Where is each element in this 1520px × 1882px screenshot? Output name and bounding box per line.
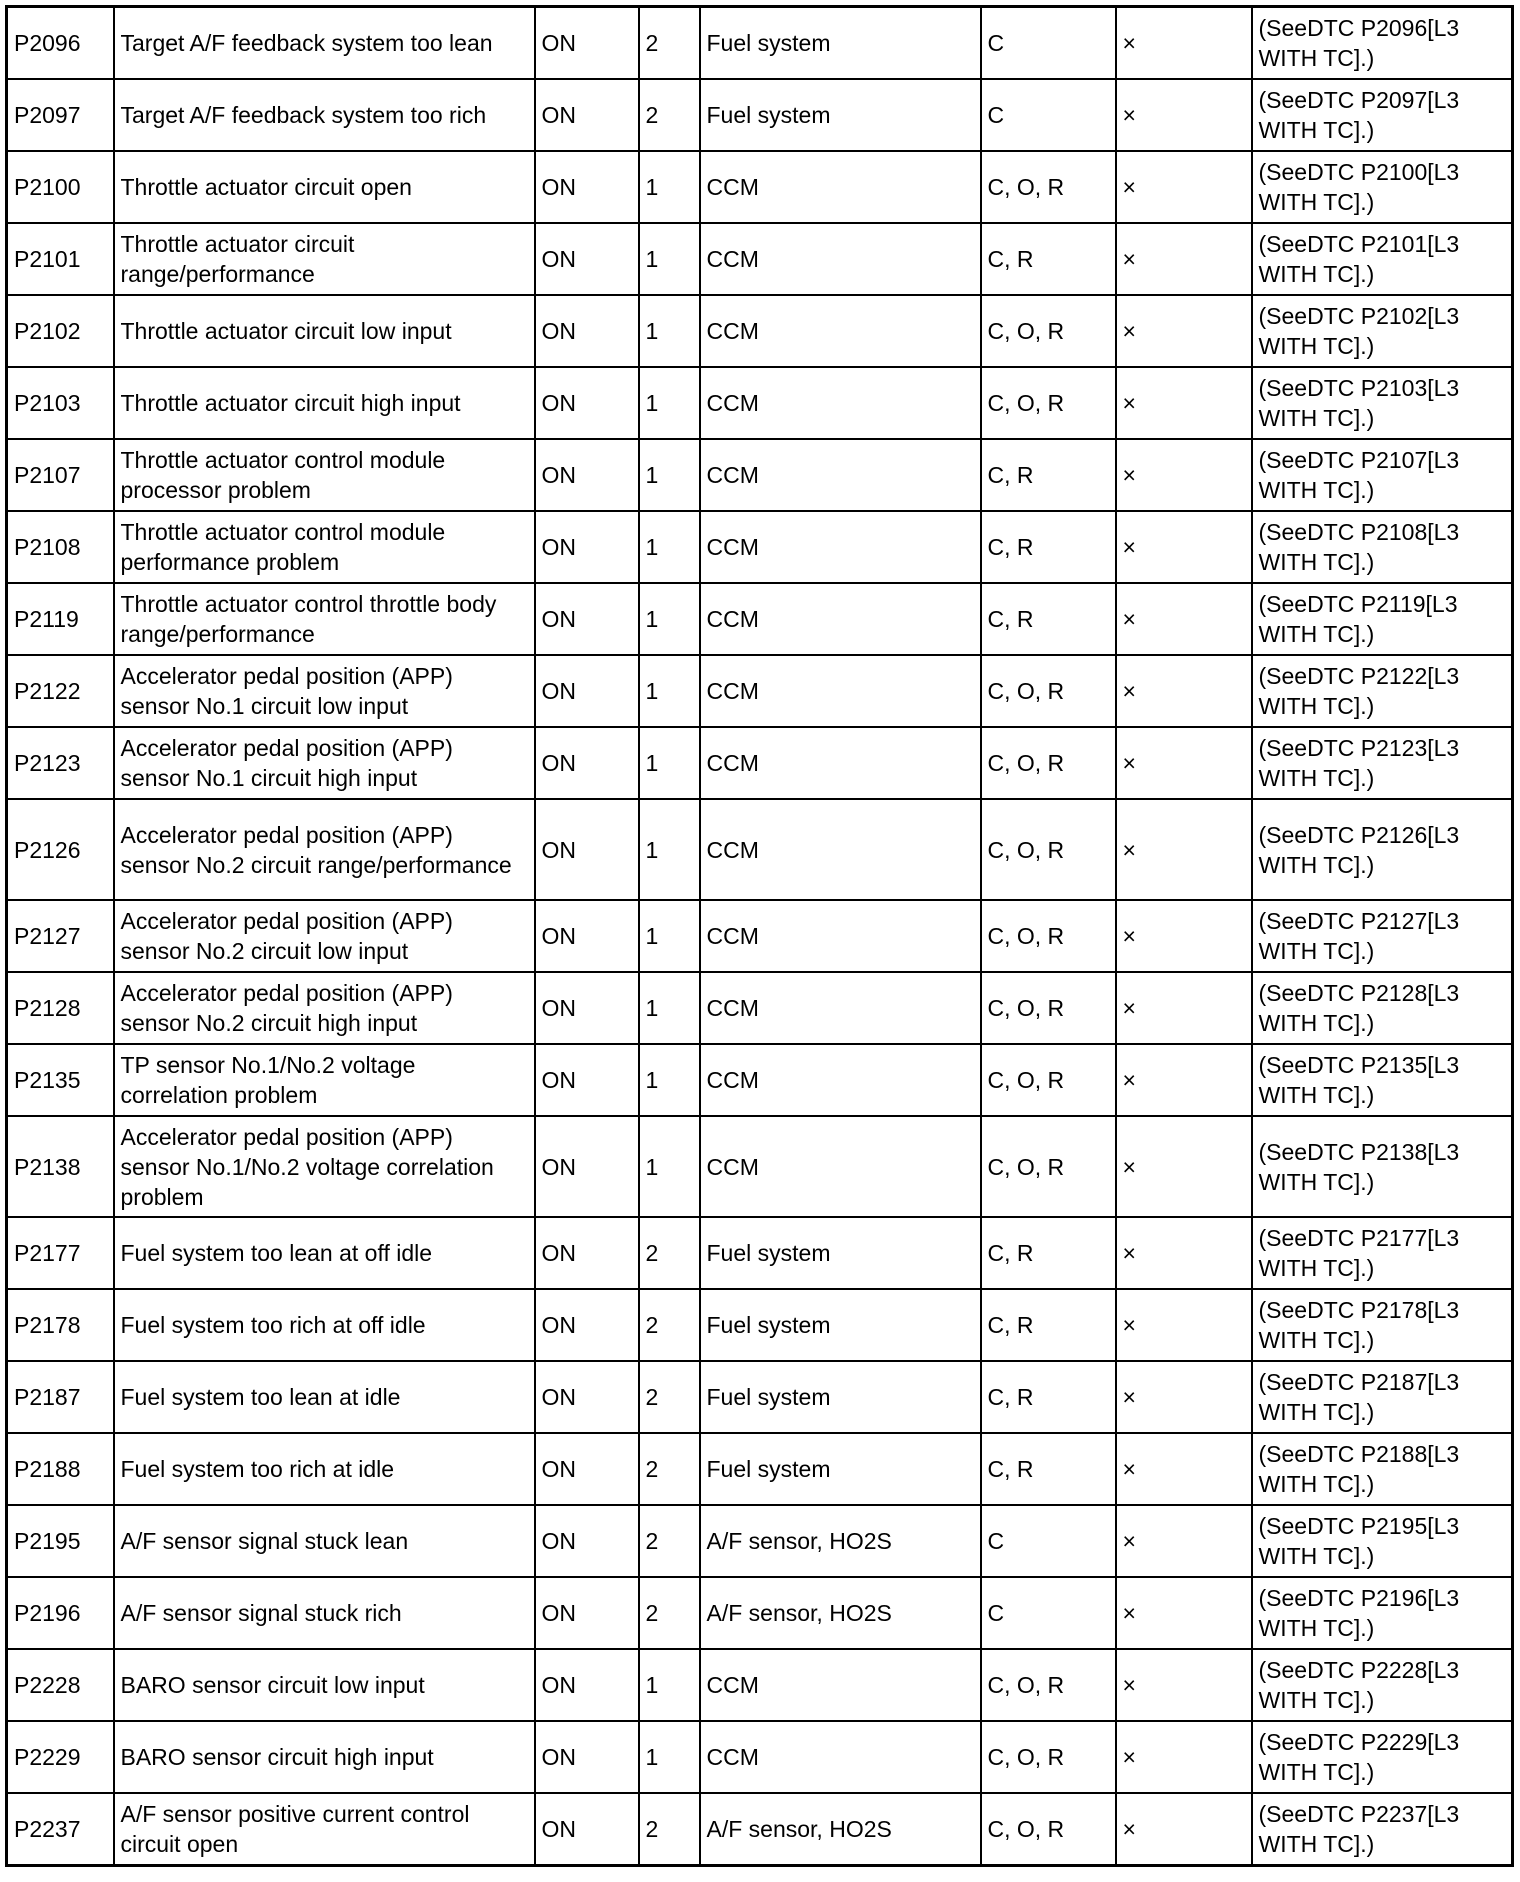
- reference-link-cell[interactable]: (SeeDTC P2119[L3 WITH TC].): [1252, 583, 1513, 655]
- drive-cycle-cell: 1: [639, 511, 700, 583]
- dtc-description-cell: Throttle actuator circuit high input: [114, 367, 535, 439]
- dtc-type-cell: C, R: [981, 1361, 1116, 1433]
- dtc-type-cell: C, R: [981, 1289, 1116, 1361]
- table-row: [7, 511, 1513, 583]
- reference-link-cell[interactable]: (SeeDTC P2100[L3 WITH TC].): [1252, 151, 1513, 223]
- reference-link-cell[interactable]: (SeeDTC P2188[L3 WITH TC].): [1252, 1433, 1513, 1505]
- mil-cell: ON: [535, 223, 639, 295]
- memory-function-cell: ×: [1116, 1649, 1252, 1721]
- reference-link-cell[interactable]: (SeeDTC P2103[L3 WITH TC].): [1252, 367, 1513, 439]
- mil-cell: ON: [535, 799, 639, 900]
- table-row: [7, 367, 1513, 439]
- drive-cycle-cell: 2: [639, 1433, 700, 1505]
- monitor-item-cell: CCM: [700, 727, 981, 799]
- monitor-item-cell: Fuel system: [700, 1433, 981, 1505]
- table-row: [7, 1793, 1513, 1866]
- drive-cycle-cell: 1: [639, 972, 700, 1044]
- table-row: [7, 7, 1513, 80]
- reference-link-cell[interactable]: (SeeDTC P2126[L3 WITH TC].): [1252, 799, 1513, 900]
- mil-cell: ON: [535, 1217, 639, 1289]
- drive-cycle-cell: 1: [639, 655, 700, 727]
- dtc-description-cell: TP sensor No.1/No.2 voltage correlation problem: [114, 1044, 535, 1116]
- dtc-code-cell: P2101: [7, 223, 114, 295]
- drive-cycle-cell: 1: [639, 1044, 700, 1116]
- mil-cell: ON: [535, 900, 639, 972]
- table-row: [7, 655, 1513, 727]
- monitor-item-cell: CCM: [700, 900, 981, 972]
- memory-function-cell: ×: [1116, 1289, 1252, 1361]
- dtc-type-cell: C: [981, 79, 1116, 151]
- mil-cell: ON: [535, 972, 639, 1044]
- dtc-description-cell: Accelerator pedal position (APP) sensor No.1/No.2 voltage correlation problem: [114, 1116, 535, 1217]
- table-row: [7, 1505, 1513, 1577]
- dtc-description-cell: Target A/F feedback system too rich: [114, 79, 535, 151]
- dtc-type-cell: C, O, R: [981, 727, 1116, 799]
- dtc-description-cell: A/F sensor signal stuck lean: [114, 1505, 535, 1577]
- monitor-item-cell: CCM: [700, 1721, 981, 1793]
- table-row: [7, 151, 1513, 223]
- dtc-description-cell: BARO sensor circuit high input: [114, 1721, 535, 1793]
- mil-cell: ON: [535, 1361, 639, 1433]
- dtc-code-cell: P2188: [7, 1433, 114, 1505]
- reference-link-cell[interactable]: (SeeDTC P2123[L3 WITH TC].): [1252, 727, 1513, 799]
- memory-function-cell: ×: [1116, 1721, 1252, 1793]
- dtc-description-cell: Throttle actuator circuit range/performance: [114, 223, 535, 295]
- monitor-item-cell: Fuel system: [700, 79, 981, 151]
- reference-link-cell[interactable]: (SeeDTC P2127[L3 WITH TC].): [1252, 900, 1513, 972]
- reference-link-cell[interactable]: (SeeDTC P2122[L3 WITH TC].): [1252, 655, 1513, 727]
- dtc-description-cell: Throttle actuator control module performance problem: [114, 511, 535, 583]
- dtc-code-cell: P2178: [7, 1289, 114, 1361]
- table-row: [7, 1721, 1513, 1793]
- mil-cell: ON: [535, 655, 639, 727]
- dtc-code-cell: P2127: [7, 900, 114, 972]
- dtc-table-body: [7, 7, 1513, 1866]
- dtc-description-cell: Fuel system too lean at off idle: [114, 1217, 535, 1289]
- drive-cycle-cell: 1: [639, 1116, 700, 1217]
- dtc-code-cell: P2119: [7, 583, 114, 655]
- monitor-item-cell: Fuel system: [700, 1289, 981, 1361]
- dtc-code-cell: P2107: [7, 439, 114, 511]
- monitor-item-cell: A/F sensor, HO2S: [700, 1577, 981, 1649]
- reference-link-cell[interactable]: (SeeDTC P2102[L3 WITH TC].): [1252, 295, 1513, 367]
- dtc-description-cell: Target A/F feedback system too lean: [114, 7, 535, 80]
- mil-cell: ON: [535, 1044, 639, 1116]
- drive-cycle-cell: 2: [639, 79, 700, 151]
- memory-function-cell: ×: [1116, 367, 1252, 439]
- dtc-code-cell: P2122: [7, 655, 114, 727]
- reference-link-cell[interactable]: (SeeDTC P2135[L3 WITH TC].): [1252, 1044, 1513, 1116]
- drive-cycle-cell: 1: [639, 295, 700, 367]
- dtc-description-cell: Accelerator pedal position (APP) sensor No.2 circuit range/performance: [114, 799, 535, 900]
- mil-cell: ON: [535, 1433, 639, 1505]
- monitor-item-cell: CCM: [700, 799, 981, 900]
- memory-function-cell: ×: [1116, 655, 1252, 727]
- dtc-code-cell: P2229: [7, 1721, 114, 1793]
- memory-function-cell: ×: [1116, 1433, 1252, 1505]
- dtc-description-cell: Fuel system too rich at off idle: [114, 1289, 535, 1361]
- table-row: [7, 1361, 1513, 1433]
- reference-link-cell[interactable]: (SeeDTC P2128[L3 WITH TC].): [1252, 972, 1513, 1044]
- dtc-type-cell: C, O, R: [981, 1793, 1116, 1866]
- dtc-code-cell: P2128: [7, 972, 114, 1044]
- mil-cell: ON: [535, 79, 639, 151]
- memory-function-cell: ×: [1116, 972, 1252, 1044]
- drive-cycle-cell: 2: [639, 1577, 700, 1649]
- dtc-type-cell: C, O, R: [981, 1721, 1116, 1793]
- reference-link-cell[interactable]: (SeeDTC P2229[L3 WITH TC].): [1252, 1721, 1513, 1793]
- dtc-description-cell: Accelerator pedal position (APP) sensor No.1 circuit high input: [114, 727, 535, 799]
- dtc-description-cell: A/F sensor signal stuck rich: [114, 1577, 535, 1649]
- dtc-code-cell: P2126: [7, 799, 114, 900]
- monitor-item-cell: Fuel system: [700, 1361, 981, 1433]
- table-row: [7, 583, 1513, 655]
- mil-cell: ON: [535, 1577, 639, 1649]
- reference-link-cell[interactable]: (SeeDTC P2177[L3 WITH TC].): [1252, 1217, 1513, 1289]
- dtc-code-cell: P2187: [7, 1361, 114, 1433]
- drive-cycle-cell: 1: [639, 223, 700, 295]
- memory-function-cell: ×: [1116, 511, 1252, 583]
- memory-function-cell: ×: [1116, 1577, 1252, 1649]
- dtc-description-cell: Fuel system too rich at idle: [114, 1433, 535, 1505]
- table-row: [7, 1116, 1513, 1217]
- table-row: [7, 1044, 1513, 1116]
- dtc-type-cell: C, O, R: [981, 367, 1116, 439]
- memory-function-cell: ×: [1116, 900, 1252, 972]
- dtc-type-cell: C: [981, 1577, 1116, 1649]
- monitor-item-cell: CCM: [700, 1649, 981, 1721]
- reference-link-cell[interactable]: (SeeDTC P2108[L3 WITH TC].): [1252, 511, 1513, 583]
- memory-function-cell: ×: [1116, 151, 1252, 223]
- drive-cycle-cell: 1: [639, 799, 700, 900]
- reference-link-cell[interactable]: (SeeDTC P2237[L3 WITH TC].): [1252, 1793, 1513, 1866]
- dtc-code-cell: P2102: [7, 295, 114, 367]
- table-row: [7, 1217, 1513, 1289]
- table-row: [7, 223, 1513, 295]
- drive-cycle-cell: 2: [639, 1793, 700, 1866]
- table-row: [7, 727, 1513, 799]
- dtc-code-cell: P2195: [7, 1505, 114, 1577]
- dtc-code-cell: P2103: [7, 367, 114, 439]
- dtc-code-cell: P2196: [7, 1577, 114, 1649]
- dtc-type-cell: C, O, R: [981, 799, 1116, 900]
- mil-cell: ON: [535, 1649, 639, 1721]
- drive-cycle-cell: 1: [639, 1649, 700, 1721]
- drive-cycle-cell: 1: [639, 1721, 700, 1793]
- dtc-code-cell: P2138: [7, 1116, 114, 1217]
- dtc-description-cell: Accelerator pedal position (APP) sensor No.2 circuit high input: [114, 972, 535, 1044]
- monitor-item-cell: CCM: [700, 1044, 981, 1116]
- monitor-item-cell: CCM: [700, 295, 981, 367]
- dtc-type-cell: C: [981, 1505, 1116, 1577]
- reference-link-cell[interactable]: (SeeDTC P2138[L3 WITH TC].): [1252, 1116, 1513, 1217]
- reference-link-cell[interactable]: (SeeDTC P2096[L3 WITH TC].): [1252, 7, 1513, 80]
- drive-cycle-cell: 1: [639, 367, 700, 439]
- reference-link-cell[interactable]: (SeeDTC P2195[L3 WITH TC].): [1252, 1505, 1513, 1577]
- monitor-item-cell: CCM: [700, 1116, 981, 1217]
- dtc-code-cell: P2097: [7, 79, 114, 151]
- dtc-type-cell: C, R: [981, 1433, 1116, 1505]
- reference-link-cell[interactable]: (SeeDTC P2097[L3 WITH TC].): [1252, 79, 1513, 151]
- monitor-item-cell: CCM: [700, 655, 981, 727]
- table-row: [7, 799, 1513, 900]
- mil-cell: ON: [535, 151, 639, 223]
- memory-function-cell: ×: [1116, 1793, 1252, 1866]
- dtc-type-cell: C, R: [981, 223, 1116, 295]
- monitor-item-cell: CCM: [700, 223, 981, 295]
- table-row: [7, 1289, 1513, 1361]
- monitor-item-cell: A/F sensor, HO2S: [700, 1793, 981, 1866]
- mil-cell: ON: [535, 7, 639, 80]
- table-row: [7, 295, 1513, 367]
- drive-cycle-cell: 2: [639, 1289, 700, 1361]
- memory-function-cell: ×: [1116, 799, 1252, 900]
- memory-function-cell: ×: [1116, 223, 1252, 295]
- memory-function-cell: ×: [1116, 7, 1252, 80]
- dtc-type-cell: C, R: [981, 439, 1116, 511]
- dtc-code-cell: P2228: [7, 1649, 114, 1721]
- dtc-description-cell: Throttle actuator control throttle body range/performance: [114, 583, 535, 655]
- drive-cycle-cell: 2: [639, 7, 700, 80]
- dtc-description-cell: BARO sensor circuit low input: [114, 1649, 535, 1721]
- table-row: [7, 1433, 1513, 1505]
- dtc-description-cell: Fuel system too lean at idle: [114, 1361, 535, 1433]
- reference-link-cell[interactable]: (SeeDTC P2228[L3 WITH TC].): [1252, 1649, 1513, 1721]
- monitor-item-cell: CCM: [700, 972, 981, 1044]
- monitor-item-cell: Fuel system: [700, 1217, 981, 1289]
- table-row: [7, 439, 1513, 511]
- monitor-item-cell: CCM: [700, 367, 981, 439]
- monitor-item-cell: CCM: [700, 583, 981, 655]
- memory-function-cell: ×: [1116, 1217, 1252, 1289]
- reference-link-cell[interactable]: (SeeDTC P2196[L3 WITH TC].): [1252, 1577, 1513, 1649]
- dtc-code-cell: P2237: [7, 1793, 114, 1866]
- memory-function-cell: ×: [1116, 583, 1252, 655]
- mil-cell: ON: [535, 511, 639, 583]
- dtc-type-cell: C, O, R: [981, 295, 1116, 367]
- table-row: [7, 972, 1513, 1044]
- drive-cycle-cell: 1: [639, 900, 700, 972]
- drive-cycle-cell: 2: [639, 1505, 700, 1577]
- dtc-type-cell: C, O, R: [981, 972, 1116, 1044]
- dtc-description-cell: Accelerator pedal position (APP) sensor No.2 circuit low input: [114, 900, 535, 972]
- dtc-code-cell: P2135: [7, 1044, 114, 1116]
- mil-cell: ON: [535, 1505, 639, 1577]
- dtc-description-cell: Accelerator pedal position (APP) sensor No.1 circuit low input: [114, 655, 535, 727]
- dtc-type-cell: C, O, R: [981, 655, 1116, 727]
- dtc-code-cell: P2177: [7, 1217, 114, 1289]
- monitor-item-cell: Fuel system: [700, 7, 981, 80]
- memory-function-cell: ×: [1116, 1505, 1252, 1577]
- memory-function-cell: ×: [1116, 79, 1252, 151]
- mil-cell: ON: [535, 1793, 639, 1866]
- drive-cycle-cell: 2: [639, 1361, 700, 1433]
- reference-link-cell[interactable]: (SeeDTC P2107[L3 WITH TC].): [1252, 439, 1513, 511]
- reference-link-cell[interactable]: (SeeDTC P2101[L3 WITH TC].): [1252, 223, 1513, 295]
- table-row: [7, 1577, 1513, 1649]
- mil-cell: ON: [535, 367, 639, 439]
- drive-cycle-cell: 1: [639, 151, 700, 223]
- memory-function-cell: ×: [1116, 1361, 1252, 1433]
- memory-function-cell: ×: [1116, 439, 1252, 511]
- drive-cycle-cell: 2: [639, 1217, 700, 1289]
- drive-cycle-cell: 1: [639, 727, 700, 799]
- dtc-code-cell: P2096: [7, 7, 114, 80]
- mil-cell: ON: [535, 1289, 639, 1361]
- drive-cycle-cell: 1: [639, 583, 700, 655]
- memory-function-cell: ×: [1116, 1116, 1252, 1217]
- dtc-description-cell: Throttle actuator circuit low input: [114, 295, 535, 367]
- mil-cell: ON: [535, 439, 639, 511]
- dtc-description-cell: Throttle actuator circuit open: [114, 151, 535, 223]
- monitor-item-cell: CCM: [700, 511, 981, 583]
- monitor-item-cell: CCM: [700, 439, 981, 511]
- dtc-code-cell: P2123: [7, 727, 114, 799]
- mil-cell: ON: [535, 1721, 639, 1793]
- monitor-item-cell: CCM: [700, 151, 981, 223]
- dtc-type-cell: C, O, R: [981, 1044, 1116, 1116]
- mil-cell: ON: [535, 583, 639, 655]
- monitor-item-cell: A/F sensor, HO2S: [700, 1505, 981, 1577]
- dtc-type-cell: C, O, R: [981, 151, 1116, 223]
- dtc-type-cell: C, O, R: [981, 1116, 1116, 1217]
- memory-function-cell: ×: [1116, 1044, 1252, 1116]
- dtc-description-cell: A/F sensor positive current control circuit open: [114, 1793, 535, 1866]
- memory-function-cell: ×: [1116, 295, 1252, 367]
- drive-cycle-cell: 1: [639, 439, 700, 511]
- reference-link-cell[interactable]: (SeeDTC P2178[L3 WITH TC].): [1252, 1289, 1513, 1361]
- dtc-type-cell: C, R: [981, 511, 1116, 583]
- dtc-description-cell: Throttle actuator control module processor problem: [114, 439, 535, 511]
- table-row: [7, 1649, 1513, 1721]
- dtc-table: [5, 5, 1514, 1867]
- memory-function-cell: ×: [1116, 727, 1252, 799]
- dtc-code-cell: P2108: [7, 511, 114, 583]
- mil-cell: ON: [535, 727, 639, 799]
- dtc-type-cell: C, R: [981, 1217, 1116, 1289]
- dtc-type-cell: C, O, R: [981, 1649, 1116, 1721]
- mil-cell: ON: [535, 1116, 639, 1217]
- dtc-code-cell: P2100: [7, 151, 114, 223]
- reference-link-cell[interactable]: (SeeDTC P2187[L3 WITH TC].): [1252, 1361, 1513, 1433]
- table-row: [7, 900, 1513, 972]
- dtc-type-cell: C, O, R: [981, 900, 1116, 972]
- dtc-type-cell: C, R: [981, 583, 1116, 655]
- table-row: [7, 79, 1513, 151]
- dtc-type-cell: C: [981, 7, 1116, 80]
- mil-cell: ON: [535, 295, 639, 367]
